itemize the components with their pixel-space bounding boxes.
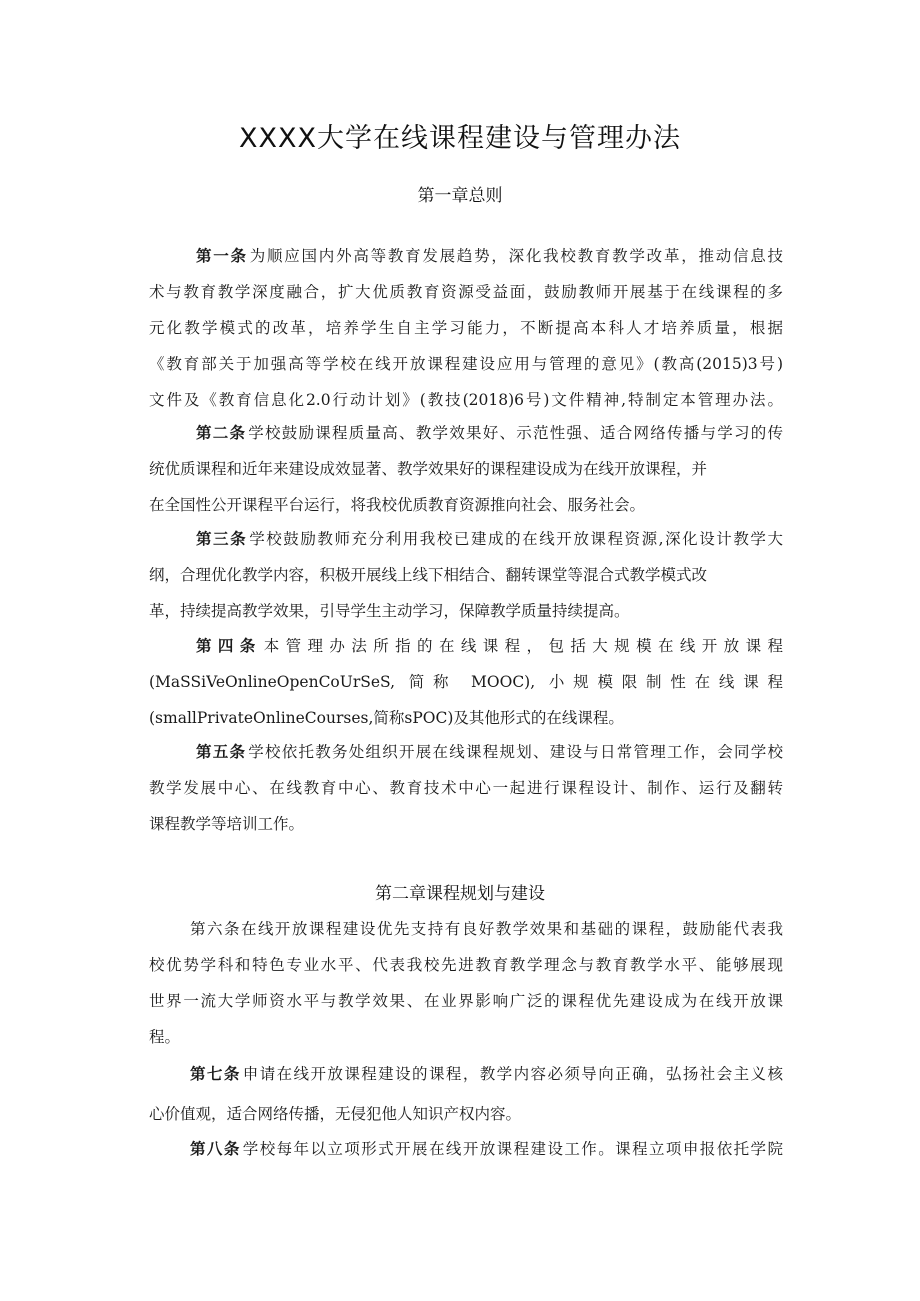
article-7 (149, 1056, 783, 1132)
article-label: 第一条 (196, 246, 248, 265)
chapter-heading: 第二章课程规划与建设 (375, 884, 545, 904)
paragraph-line: 第六条在线开放课程建设优先支持有良好教学效果和基础的课程，鼓励能代表我 (190, 920, 783, 938)
paragraph-line: (smallPrivateOnlineCourses,简称sPOC)及其他形式的在线课程。 (149, 709, 624, 727)
paragraph-line: 程。 (149, 1028, 181, 1046)
article-label: 第二条 (196, 423, 247, 442)
paragraph-line: 第七条 申请在线开放课程建设的课程，教学内容必须导向正确，弘扬社会主义核 (190, 1064, 783, 1083)
paragraph-line: 在全国性公开课程平台运行，将我校优质教育资源推向社会、服务社会。 (149, 496, 646, 514)
paragraph-line: (MaSSiVeOnlineOpenCoUrSeS, 简称 MOOC), 小规模限制性在线课程 (149, 673, 783, 691)
paragraph-line: 《教育部关于加强高等学校在线开放课程建设应用与管理的意见》(教高(2015)3号) (149, 355, 783, 373)
paragraph-line: 第二条 学校鼓励课程质量高、教学效果好、示范性强、适合网络传播与学习的传 (196, 423, 783, 442)
article-4 (149, 628, 783, 736)
paragraph-line: 课程教学等培训工作。 (149, 815, 305, 833)
article-label: 第八条 (190, 1139, 241, 1158)
paragraph-line: 第一条 为顺应国内外高等教育发展趋势，深化我校教育教学改革，推动信息技 (196, 246, 783, 265)
paragraph-line: 术与教育教学深度融合，扩大优质教育资源受益面，鼓励教师开展基于在线课程的多 (149, 283, 783, 301)
paragraph-line: 第四条 本管理办法所指的在线课程，包括大规模在线开放课程 (196, 636, 783, 655)
paragraph-line: 心价值观，适合网络传播，无侵犯他人知识产权内容。 (149, 1105, 522, 1123)
article-label: 第五条 (196, 742, 247, 761)
document-title: XXXX大学在线课程建设与管理办法 (239, 123, 681, 154)
paragraph-line: 纲，合理优化教学内容，积极开展线上线下相结合、翻转课堂等混合式教学模式改 (149, 566, 708, 584)
article-6 (149, 911, 783, 1055)
article-label: 第七条 (190, 1064, 241, 1083)
article-label: 第三条 (196, 529, 248, 548)
article-1 (149, 238, 783, 418)
paragraph-line: 校优势学科和特色专业水平、代表我校先进教育教学理念与教育教学水平、能够展现 (149, 956, 783, 974)
article-2 (149, 415, 783, 523)
article-label: 第四条 (196, 636, 262, 655)
paragraph-line: 第五条 学校依托教务处组织开展在线课程规划、建设与日常管理工作，会同学校 (196, 742, 783, 761)
article-3 (149, 521, 783, 629)
paragraph-line: 世界一流大学师资水平与教学效果、在业界影响广泛的课程优先建设成为在线开放课 (149, 992, 783, 1010)
paragraph-line: 统优质课程和近年来建设成效显著、教学效果好的课程建设成为在线开放课程，并 (149, 460, 708, 478)
paragraph-line: 第三条 学校鼓励教师充分利用我校已建成的在线开放课程资源,深化设计教学大 (196, 529, 783, 548)
chapter-heading: 第一章总则 (417, 186, 503, 206)
paragraph-line: 文件及《教育信息化2.0行动计划》(教技(2018)6号)文件精神,特制定本管理办法。 (149, 391, 783, 409)
article-5 (149, 734, 783, 842)
paragraph-line: 第八条 学校每年以立项形式开展在线开放课程建设工作。课程立项申报依托学院 (190, 1139, 783, 1158)
article-8 (149, 1131, 783, 1167)
paragraph-line: 革，持续提高教学效果，引导学生主动学习，保障教学质量持续提高。 (149, 602, 630, 620)
paragraph-line: 元化教学模式的改革，培养学生自主学习能力，不断提高本科人才培养质量，根据 (149, 319, 783, 337)
paragraph-line: 教学发展中心、在线教育中心、教育技术中心一起进行课程设计、制作、运行及翻转 (149, 779, 783, 797)
